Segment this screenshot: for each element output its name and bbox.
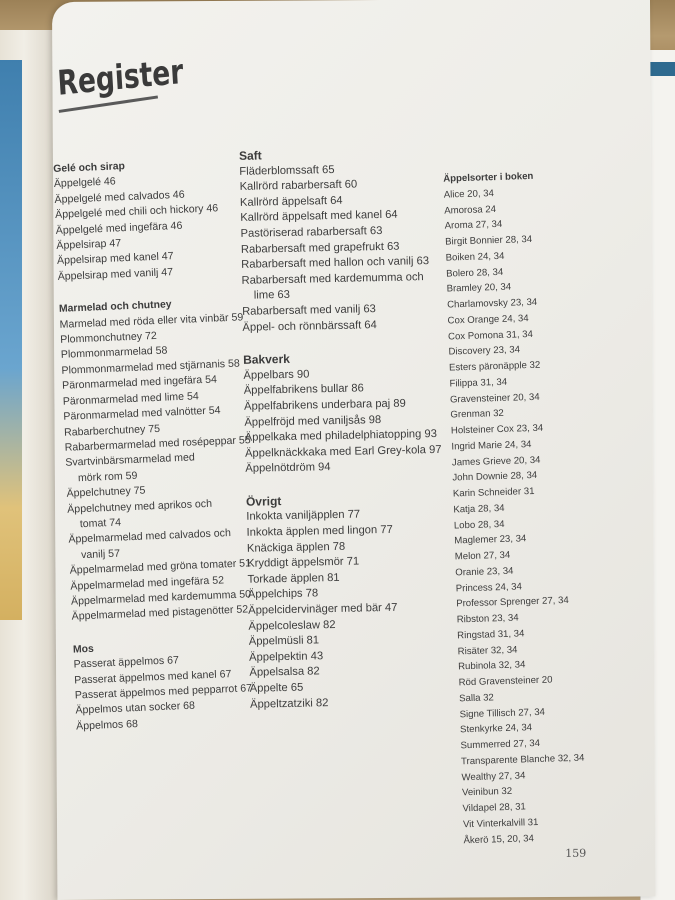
index-entry: Rabarbersaft med kardemumma och <box>241 270 424 287</box>
index-entry: Äppelgelé med ingefära 46 <box>55 219 183 237</box>
index-entry: Äppelmos 68 <box>75 717 139 733</box>
index-entry: Filippa 31, 34 <box>449 376 508 390</box>
index-entry: Rabarbersaft med vanilj 63 <box>242 303 376 318</box>
index-entry: Stenkyrke 24, 34 <box>459 722 533 736</box>
index-entry: Transparente Blanche 32, 34 <box>460 752 585 768</box>
index-entry: Bramley 20, 34 <box>446 281 512 295</box>
index-entry: Rabarbersaft med hallon och vanilj 63 <box>241 255 430 271</box>
index-entry: Äppelnötdröm 94 <box>245 461 331 476</box>
index-entry: Äppelte 65 <box>249 681 304 695</box>
section-heading: Saft <box>238 148 262 163</box>
index-entry: Äppelmarmelad med kardemumma 50 <box>70 588 252 608</box>
index-entry: Alice 20, 34 <box>443 187 495 201</box>
index-entry: Rubinola 32, 34 <box>458 659 526 673</box>
index-entry: Äppelsalsa 82 <box>249 665 320 680</box>
index-entry: tomat 74 <box>79 516 122 531</box>
adjacent-book-spine <box>648 62 675 76</box>
index-entry: Ribston 23, 34 <box>456 612 519 626</box>
index-entry: Amorosa 24 <box>444 203 497 217</box>
index-entry: Äppelmarmelad med gröna tomater 51 <box>69 557 252 577</box>
index-entry: Äppelcidervinäger med bär 47 <box>248 601 398 617</box>
index-entry: Äppelgelé med calvados 46 <box>54 188 185 206</box>
index-entry: Fläderblomssaft 65 <box>239 163 335 178</box>
index-entry: Plommonchutney 72 <box>60 329 158 346</box>
index-entry: Äppelsirap 47 <box>56 237 122 252</box>
index-entry: Vit Vinterkalvill 31 <box>462 816 539 831</box>
page-title: Register <box>56 51 185 104</box>
index-entry: Esters päronäpple 32 <box>448 359 541 374</box>
index-entry: Äppelfabrikens underbara paj 89 <box>243 397 406 413</box>
index-entry: Knäckiga äpplen 78 <box>246 540 346 555</box>
index-entry: Marmelad med röda eller vita vinbär 59 <box>59 310 244 331</box>
index-entry: Kallrörd äppelsaft med kanel 64 <box>240 209 398 225</box>
index-entry: Äppelmos utan socker 68 <box>75 700 196 717</box>
index-column-1 <box>53 154 262 734</box>
index-entry: Katja 28, 34 <box>453 502 505 516</box>
index-entry: Oranie 23, 34 <box>455 565 514 579</box>
index-entry: Äppelchutney 75 <box>66 484 146 500</box>
index-entry: Salla 32 <box>458 692 494 705</box>
index-entry: Charlamovsky 23, 34 <box>446 296 538 311</box>
section-heading: Mos <box>72 643 95 656</box>
index-entry: Äppelmüsli 81 <box>248 634 320 648</box>
index-entry: Grenman 32 <box>450 408 504 421</box>
adjacent-book-cover <box>0 60 22 620</box>
index-entry: Aroma 27, 34 <box>444 219 503 232</box>
index-entry: Röd Gravensteiner 20 <box>458 674 553 689</box>
index-entry: Inkokta vaniljäpplen 77 <box>246 508 361 524</box>
index-entry: Ingrid Marie 24, 34 <box>451 438 532 453</box>
index-entry: vanilj 57 <box>80 547 121 561</box>
index-entry: Äppelpektin 43 <box>248 650 324 664</box>
index-entry: Inkokta äpplen med lingon 77 <box>246 523 393 539</box>
index-entry: Passerat äppelmos med kanel 67 <box>73 667 232 687</box>
index-entry: Äppel- och rönnbärssaft 64 <box>242 318 377 334</box>
index-entry: Birgit Bonnier 28, 34 <box>445 233 533 248</box>
section-heading: Gelé och sirap <box>53 161 126 175</box>
index-entry: Princess 24, 34 <box>455 580 523 594</box>
section-heading: Äppelsorter i boken <box>443 170 534 185</box>
index-entry: Vildapel 28, 31 <box>462 801 526 815</box>
index-entry: Äppelgelé med chili och hickory 46 <box>54 202 219 222</box>
index-entry: Passerat äppelmos 67 <box>73 654 180 671</box>
section-heading: Bakverk <box>242 352 290 367</box>
index-entry: Äppelmarmelad med ingefära 52 <box>70 573 225 593</box>
index-entry: Ringstad 31, 34 <box>457 628 525 642</box>
index-entry: Äppelknäckkaka med Earl Grey-kola 97 <box>244 443 442 460</box>
index-entry: Gravensteiner 20, 34 <box>449 391 540 406</box>
page-number: 159 <box>565 846 587 860</box>
section-heading: Övrigt <box>245 493 282 509</box>
index-entry: Maglemer 23, 34 <box>454 533 527 547</box>
index-entry: Äppelsirap med kanel 47 <box>56 250 174 268</box>
index-entry: Karin Schneider 31 <box>452 485 535 500</box>
index-entry: Åkerö 15, 20, 34 <box>463 832 535 846</box>
index-entry: mörk rom 59 <box>77 469 138 484</box>
index-entry: Kryddigt äppelsmör 71 <box>247 555 360 571</box>
index-entry: Bolero 28, 34 <box>445 266 504 280</box>
index-entry: Äppeltzatziki 82 <box>249 696 329 711</box>
index-entry: lime 63 <box>253 289 291 302</box>
index-entry: Äppelfabrikens bullar 86 <box>243 382 364 398</box>
index-entry: Boiken 24, 34 <box>445 250 505 264</box>
index-entry: Äppelchutney med aprikos och <box>66 497 213 516</box>
index-entry: Päronmarmelad med ingefära 54 <box>61 373 218 393</box>
index-entry: Äppelsirap med vanilj 47 <box>57 266 174 283</box>
index-entry: Pastöriserad rabarbersaft 63 <box>240 224 383 240</box>
index-entry: James Grieve 20, 34 <box>451 454 541 468</box>
index-entry: Lobo 28, 34 <box>453 518 505 531</box>
index-entry: Rabarbermarmelad med rosépeppar 55 <box>64 434 251 454</box>
index-entry: Kallrörd rabarbersaft 60 <box>239 178 358 194</box>
index-entry: Äppelmarmelad med pistagenötter 52 <box>71 603 249 623</box>
index-entry: Signe Tillisch 27, 34 <box>459 706 546 720</box>
index-entry: Äppelmarmelad med calvados och <box>68 527 232 547</box>
index-entry: Äppelfröjd med vaniljsås 98 <box>244 413 382 429</box>
index-entry: Äppelbars 90 <box>243 368 310 382</box>
index-entry: Plommonmarmelad 58 <box>60 344 168 362</box>
index-entry: Äppelgelé 46 <box>53 175 116 191</box>
index-entry: Holsteiner Cox 23, 34 <box>450 422 544 437</box>
section-heading: Marmelad och chutney <box>58 299 172 316</box>
index-entry: John Downie 28, 34 <box>452 470 538 484</box>
index-entry: Svartvinbärsmarmelad med <box>65 451 196 470</box>
index-entry: Veinibun 32 <box>461 786 513 799</box>
index-column-2 <box>239 145 447 713</box>
index-entry: Päronmarmelad med lime 54 <box>62 389 199 408</box>
book-page <box>52 0 655 900</box>
index-entry: Äppelkaka med philadelphiatopping 93 <box>244 428 437 444</box>
index-entry: Cox Orange 24, 34 <box>447 312 529 327</box>
index-entry: Cox Pomona 31, 34 <box>447 328 534 343</box>
index-entry: Professor Sprenger 27, 34 <box>456 595 569 610</box>
index-entry: Wealthy 27, 34 <box>461 769 526 783</box>
index-column-3 <box>443 168 587 849</box>
index-entry: Äppelchips 78 <box>247 587 319 602</box>
index-entry: Rabarberchutney 75 <box>63 422 161 439</box>
index-entry: Risäter 32, 34 <box>457 644 518 657</box>
index-entry: Rabarbersaft med grapefrukt 63 <box>240 240 400 256</box>
index-entry: Passerat äppelmos med pepparrot 67 <box>74 682 253 702</box>
index-entry: Summerred 27, 34 <box>460 737 541 752</box>
index-entry: Äppelcoleslaw 82 <box>248 618 336 633</box>
index-entry: Torkade äpplen 81 <box>247 571 340 586</box>
index-entry: Plommonmarmelad med stjärnanis 58 <box>61 357 241 377</box>
index-entry: Melon 27, 34 <box>454 549 511 563</box>
index-entry: Kallrörd äppelsaft 64 <box>239 194 343 209</box>
index-entry: Päronmarmelad med valnötter 54 <box>63 404 221 423</box>
index-entry: Discovery 23, 34 <box>448 344 521 358</box>
